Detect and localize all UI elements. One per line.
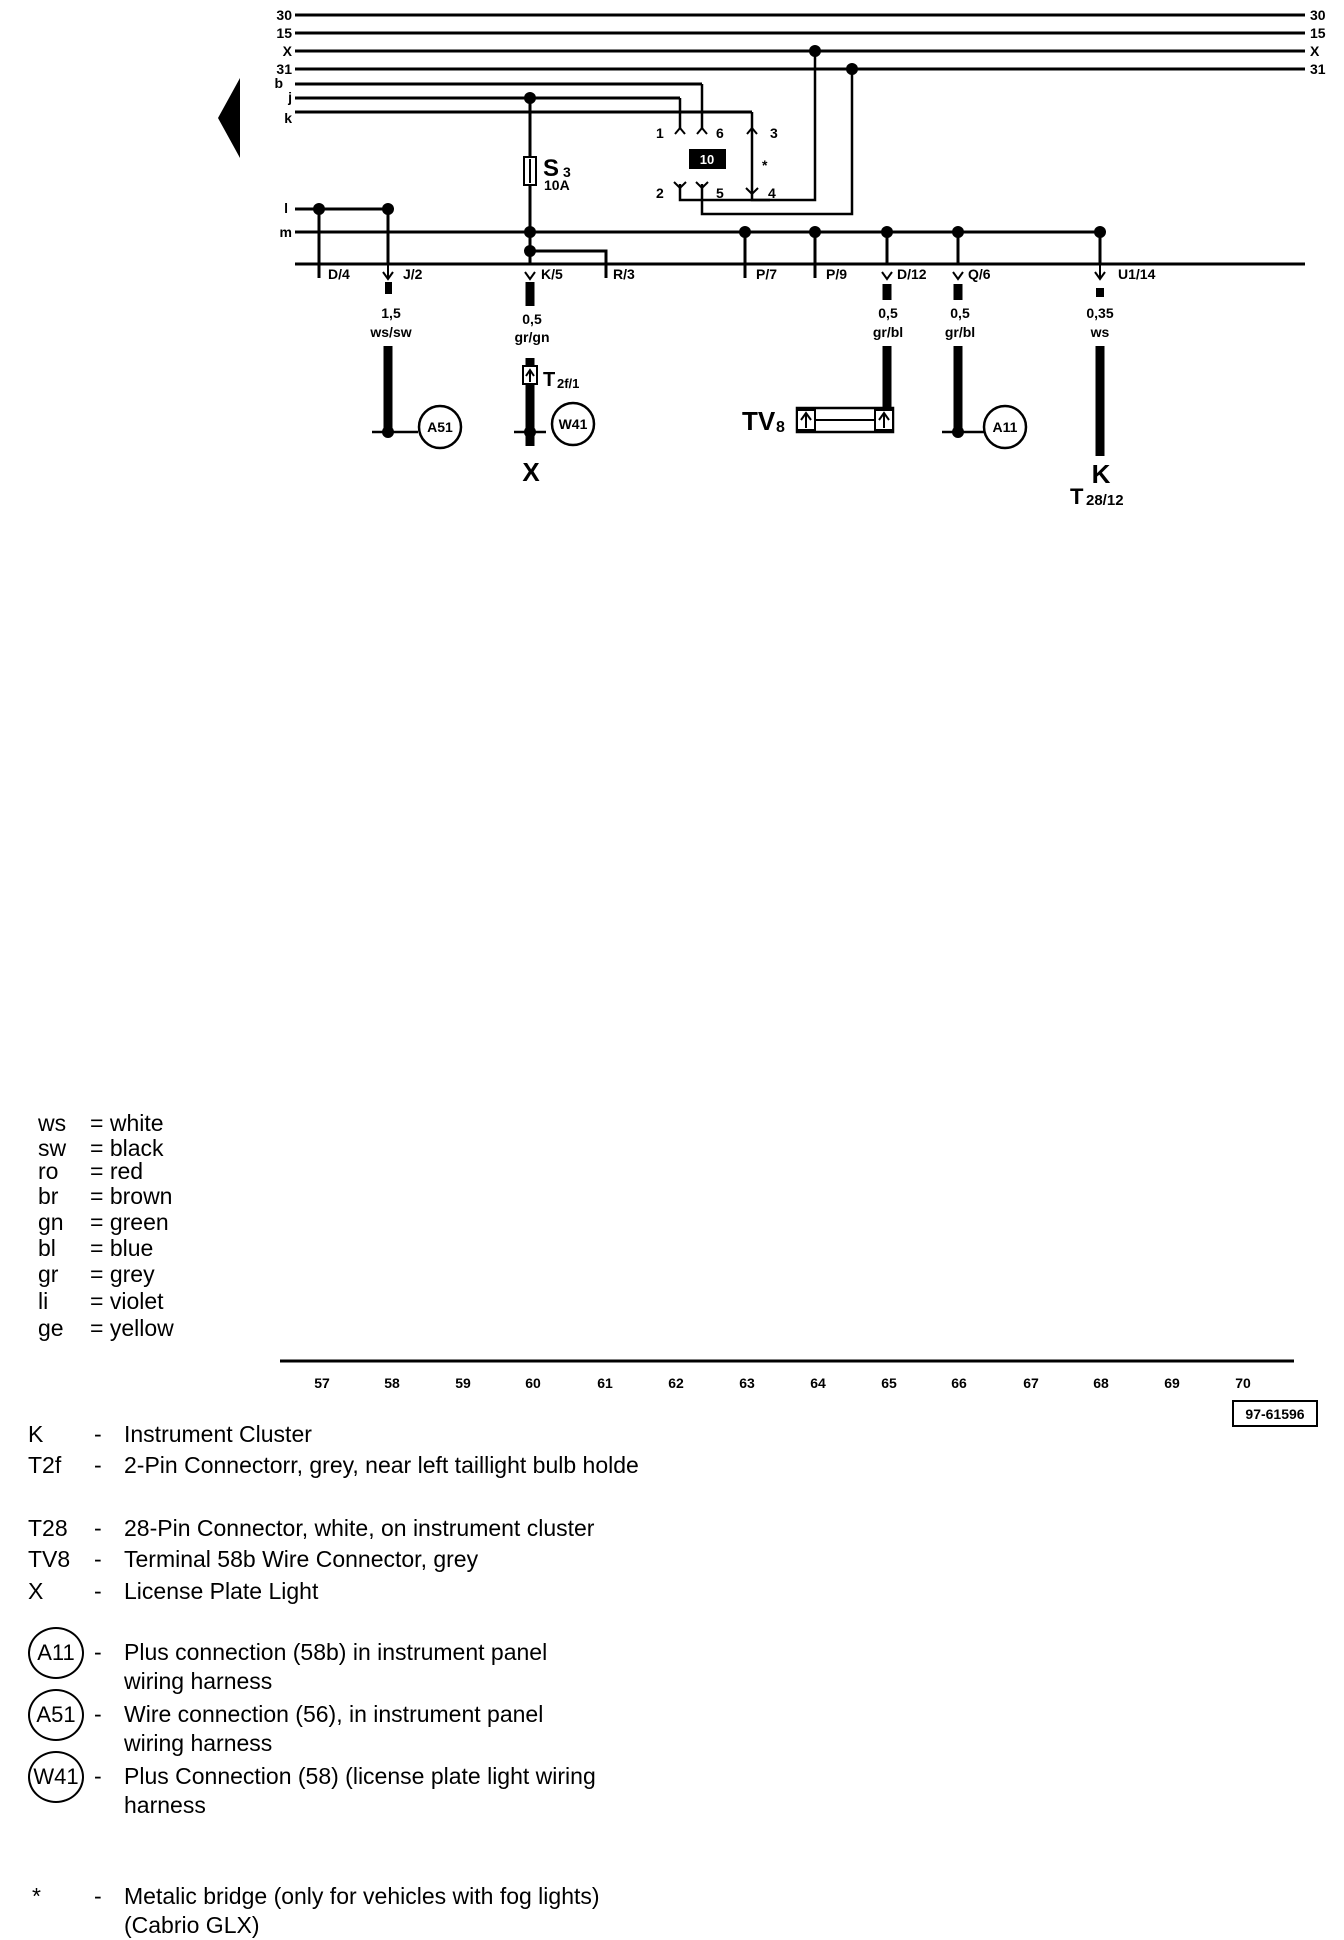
color-legend-item: gr = grey [38, 1261, 155, 1287]
ground-label-a11: A11 [992, 419, 1018, 435]
ground-label-w41: W41 [558, 416, 588, 432]
ruler-number: 67 [1023, 1375, 1039, 1391]
connector-tv8-name: TV [742, 406, 776, 436]
wire-color: gr/bl [944, 324, 976, 340]
pin-label: R/3 [613, 266, 635, 282]
color-legend-item: li = violet [38, 1288, 164, 1314]
relay-terminal-1: 1 [656, 125, 664, 141]
bus-label-j: j [288, 89, 292, 105]
bus-label-15: 15 [276, 25, 292, 41]
bus-label-right-30: 30 [1310, 7, 1326, 23]
bus-label-l: l [284, 200, 288, 216]
ruler-number: 58 [384, 1375, 400, 1391]
relay-terminal-5: 5 [716, 185, 724, 201]
ruler-number: 69 [1164, 1375, 1180, 1391]
ruler-number: 60 [525, 1375, 541, 1391]
ruler-number: 68 [1093, 1375, 1109, 1391]
relay-bridge-mark: * [762, 157, 768, 173]
bus-label-x: X [282, 43, 292, 59]
relay-terminal-2: 2 [656, 185, 664, 201]
bus-label-right-x: X [1310, 43, 1320, 59]
pin-label: D/4 [328, 266, 350, 282]
wire-size: 1,5 [381, 305, 401, 321]
bus-label-b: b [274, 75, 283, 91]
relay-terminal-4: 4 [768, 185, 776, 201]
ruler-number: 61 [597, 1375, 613, 1391]
pin-label: P/9 [826, 266, 848, 282]
component-k: K [1091, 459, 1111, 489]
wire-size: 0,5 [878, 305, 898, 321]
ground-point-w41-symbol: W41 [28, 1751, 84, 1803]
pin-label: P/7 [756, 266, 778, 282]
color-legend-item: bl = blue [38, 1235, 154, 1261]
ruler-number: 63 [739, 1375, 755, 1391]
wire-color: gr/bl [872, 324, 904, 340]
ruler-number: 66 [951, 1375, 967, 1391]
fuse-sub: 3 [563, 164, 571, 180]
ruler-number: 59 [455, 1375, 471, 1391]
bus-label-right-31: 31 [1310, 61, 1326, 77]
wire-color: gr/gn [514, 329, 550, 345]
relay-terminal-6: 6 [716, 125, 724, 141]
ground-label-a51: A51 [427, 419, 453, 435]
ruler-number: 57 [314, 1375, 330, 1391]
color-legend-item: ro = red [38, 1158, 144, 1184]
ruler-number: 70 [1235, 1375, 1251, 1391]
pin-label: J/2 [403, 266, 423, 282]
pin-label: U1/14 [1118, 266, 1156, 282]
bus-label-31: 31 [276, 61, 292, 77]
pin-label: K/5 [541, 266, 563, 282]
color-legend-item: gn = green [38, 1209, 169, 1235]
fuse-rating: 10A [544, 177, 570, 193]
wire-color: ws [1090, 324, 1110, 340]
connector-tv8-sub: 8 [776, 419, 785, 436]
connector-t2f-sub: 2f/1 [557, 376, 580, 391]
bus-label-30: 30 [276, 7, 292, 23]
bus-label-m: m [279, 224, 292, 240]
connector-t2f-name: T [543, 369, 556, 391]
figure-id: 97-61596 [1245, 1406, 1305, 1422]
left-arrow-icon [218, 78, 240, 158]
connector-t28-name: T [1070, 484, 1084, 509]
ground-point-a51-symbol: A51 [28, 1689, 84, 1741]
ruler-number: 62 [668, 1375, 684, 1391]
color-legend-item: ws = white [38, 1110, 164, 1136]
color-legend-item: sw = black [38, 1135, 164, 1161]
pin-label: D/12 [897, 266, 927, 282]
wire-size: 0,35 [1086, 305, 1114, 321]
pin-label: Q/6 [968, 266, 991, 282]
fuse-name: S [543, 155, 560, 182]
wire-color: ws/sw [370, 324, 412, 340]
bus-label-right-15: 15 [1310, 25, 1326, 41]
connector-t28-sub: 28/12 [1086, 492, 1124, 509]
wire-size: 0,5 [950, 305, 970, 321]
ruler-number: 64 [810, 1375, 826, 1391]
component-x: X [522, 457, 540, 487]
bus-label-k: k [284, 110, 292, 126]
wire-size: 0,5 [522, 311, 542, 327]
ruler-number: 65 [881, 1375, 897, 1391]
ground-point-a11-symbol: A11 [28, 1627, 84, 1679]
color-legend-item: br = brown [38, 1183, 173, 1209]
relay-terminal-3: 3 [770, 125, 778, 141]
relay-number: 10 [699, 152, 715, 167]
color-legend-item: ge = yellow [38, 1315, 174, 1341]
